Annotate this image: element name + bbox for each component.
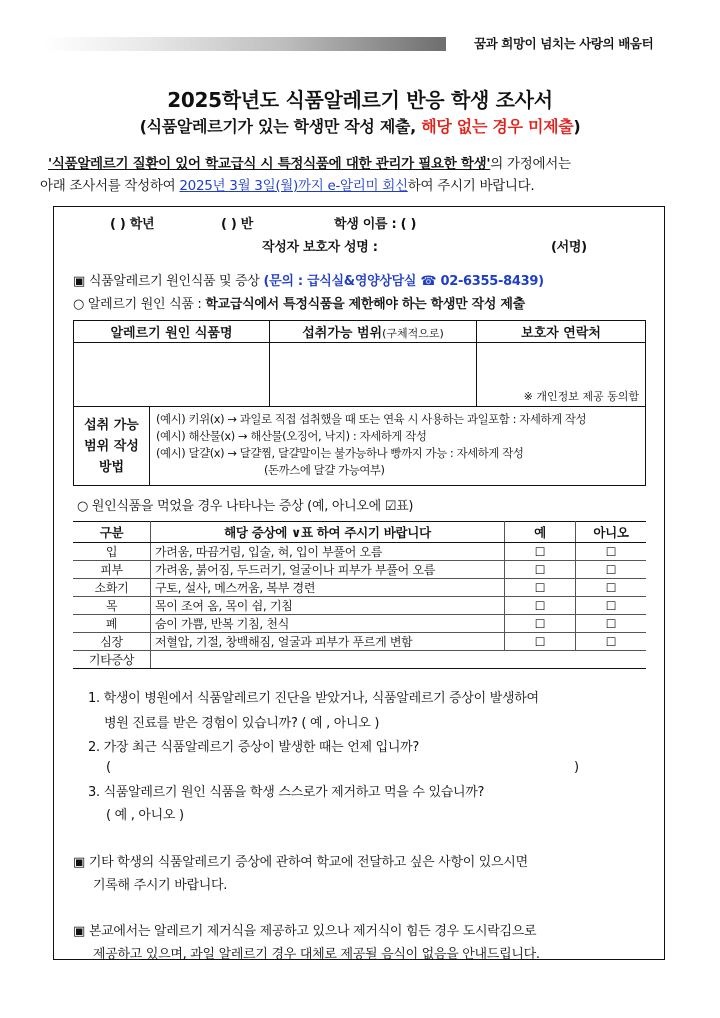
symptom-col-part: 구분 — [73, 522, 151, 543]
symptom-desc: 목이 조여 옴, 목이 쉼, 기침 — [151, 597, 505, 615]
writer-field[interactable]: 작성자 보호자 성명 : — [262, 240, 378, 255]
student-name-field[interactable]: 학생 이름 : ( ) — [334, 217, 417, 232]
note-1b: 기록해 주시기 바랍니다. — [93, 878, 228, 893]
yes-checkbox[interactable]: ☐ — [505, 561, 576, 579]
allergy-food-input[interactable] — [74, 343, 270, 407]
section1-heading — [73, 270, 544, 289]
yes-checkbox[interactable]: ☐ — [505, 597, 576, 615]
symptom-col-yes: 예 — [505, 522, 576, 543]
no-checkbox[interactable]: ☐ — [576, 597, 647, 615]
symptom-col-desc: 해당 증상에 ∨표 하여 주시기 바랍니다 — [151, 522, 505, 543]
no-checkbox[interactable]: ☐ — [576, 579, 647, 597]
section1-heading-text: ▣ 식품알레르기 원인식품 및 증상 — [73, 274, 260, 289]
table-row — [73, 597, 646, 615]
section1-contact: (문의 : 급식실&영양상담실 ☎ 02-6355-8439) — [263, 274, 544, 289]
method-example-4: (돈까스에 달걀 가능여부) — [264, 463, 385, 477]
subtitle-highlight: 해당 없는 경우 미제출 — [421, 117, 574, 136]
symptom-part: 목 — [73, 597, 151, 615]
yes-checkbox[interactable]: ☐ — [505, 579, 576, 597]
question-3-answer[interactable]: ( 예 , 아니오 ) — [106, 808, 184, 823]
no-checkbox[interactable]: ☐ — [576, 561, 647, 579]
no-checkbox[interactable]: ☐ — [576, 633, 647, 651]
question-1a: 1. 학생이 병원에서 식품알레르기 진단을 받았거나, 식품알레르기 증상이 발생하여 — [88, 691, 539, 706]
question-2: 2. 가장 최근 식품알레르기 증상이 발생한 때는 언제 입니까? — [88, 740, 419, 755]
symptom-desc: 숨이 가쁨, 반복 기침, 천식 — [151, 615, 505, 633]
table-row — [73, 651, 646, 669]
other-symptom-input[interactable] — [151, 651, 647, 669]
header-slogan: 꿈과 희망이 넘치는 사랑의 배움터 — [474, 36, 654, 51]
section1-sub-bold: 학교급식에서 특정식품을 제한해야 하는 학생만 작성 제출 — [205, 297, 525, 312]
yes-checkbox[interactable]: ☐ — [505, 615, 576, 633]
method-example-1: (예시) 키위(x) → 과일로 직접 섭취했을 때 또는 연육 시 사용하는 과일포함 : 자세하게 작성 — [156, 412, 587, 426]
symptom-intro: ○ 원인식품을 먹었을 경우 나타나는 증상 (예, 아니오에 ☑표) — [77, 499, 414, 514]
intro-line2-prefix: 아래 조사서를 작성하여 — [40, 178, 180, 194]
class-field[interactable]: ( ) 반 — [221, 217, 253, 232]
allergy-contact-input[interactable] — [477, 343, 646, 407]
yes-checkbox[interactable]: ☐ — [505, 633, 576, 651]
symptom-desc: 저혈압, 기절, 창백해짐, 얼굴과 피부가 푸르게 변함 — [151, 633, 505, 651]
method-examples — [150, 407, 592, 485]
note-1a: ▣ 기타 학생의 식품알레르기 증상에 관하여 학교에 전달하고 싶은 사항이 있으시면 — [73, 855, 528, 870]
table-row — [73, 579, 646, 597]
subtitle-prefix: (식품알레르기가 있는 학생만 작성 제출, — [139, 117, 422, 136]
allergy-col-contact: 보호자 연락처 — [477, 321, 646, 343]
symptom-part: 기타증상 — [73, 651, 151, 669]
allergy-col-range-note: (구체적으로) — [382, 327, 444, 340]
question-2-close: ) — [574, 760, 579, 775]
symptom-part: 피부 — [73, 561, 151, 579]
page-title: 2025학년도 식품알레르기 반응 학생 조사서 — [167, 88, 553, 112]
question-3: 3. 식품알레르기 원인 식품을 학생 스스로가 제거하고 먹을 수 있습니까? — [88, 785, 485, 800]
section1-sub — [73, 293, 525, 312]
method-example-2: (예시) 해산물(x) → 해산물(오징어, 낙지) : 자세하게 작성 — [156, 429, 427, 443]
note-2a: ▣ 본교에서는 알레르기 제거식을 제공하고 있으나 제거식이 힘든 경우 도시락김으로 — [73, 924, 537, 939]
table-row — [73, 615, 646, 633]
symptom-part: 소화기 — [73, 579, 151, 597]
intro-deadline: 2025년 3월 3일(월)까지 e-알리미 회신 — [179, 178, 408, 194]
no-checkbox[interactable]: ☐ — [576, 543, 647, 561]
section1-sub-prefix: ○ 알레르기 원인 식품 : — [73, 297, 206, 312]
method-row — [74, 407, 646, 486]
symptom-part: 폐 — [73, 615, 151, 633]
table-row — [73, 561, 646, 579]
signature-field[interactable]: (서명) — [551, 240, 587, 255]
page-subtitle — [0, 114, 720, 137]
consent-note: ※ 개인정보 제공 동의함 — [523, 390, 639, 403]
intro-quote: '식품알레르기 질환이 있어 학교급식 시 특정식품에 대한 관리가 필요한 학생' — [48, 156, 491, 172]
method-example-3: (예시) 달걀(x) → 달걀찜, 달걀말이는 불가능하나 빵까지 가능 : 자세하게 작성 — [156, 446, 524, 460]
symptom-part: 심장 — [73, 633, 151, 651]
header-gradient-bar — [44, 37, 446, 51]
table-row — [73, 633, 646, 651]
allergy-col-food: 알레르기 원인 식품명 — [74, 321, 270, 343]
symptom-desc: 가려움, 따끔거림, 입술, 혀, 입이 부풀어 오름 — [151, 543, 505, 561]
symptom-desc: 구토, 설사, 메스꺼움, 복부 경련 — [151, 579, 505, 597]
grade-field[interactable]: ( ) 학년 — [110, 217, 155, 232]
intro-line2-suffix: 하여 주시기 바랍니다. — [407, 178, 535, 194]
question-1b[interactable]: 병원 진료를 받은 경험이 있습니까? ( 예 , 아니오 ) — [104, 716, 380, 731]
yes-checkbox[interactable]: ☐ — [505, 543, 576, 561]
intro-line1-tail: 의 가정에서는 — [490, 156, 571, 172]
symptom-part: 입 — [73, 543, 151, 561]
symptom-col-no: 아니오 — [576, 522, 647, 543]
allergy-range-input[interactable] — [270, 343, 477, 407]
question-2-open[interactable]: ( — [106, 760, 111, 775]
allergy-col-range-label: 섭취가능 범위 — [302, 326, 383, 341]
symptom-desc: 가려움, 붉어짐, 두드러기, 얼굴이나 피부가 부풀어 오름 — [151, 561, 505, 579]
note-2b: 제공하고 있으며, 과일 알레르기 경우 대체로 제공될 음식이 없음을 안내드립니다. — [93, 947, 540, 962]
subtitle-suffix: ) — [573, 117, 581, 136]
symptom-table — [73, 521, 646, 669]
allergy-table — [73, 320, 646, 486]
method-label: 섭취 가능 범위 작성 방법 — [74, 407, 150, 485]
no-checkbox[interactable]: ☐ — [576, 615, 647, 633]
intro-paragraph — [40, 153, 685, 197]
table-row — [73, 543, 646, 561]
allergy-col-range — [270, 321, 477, 343]
